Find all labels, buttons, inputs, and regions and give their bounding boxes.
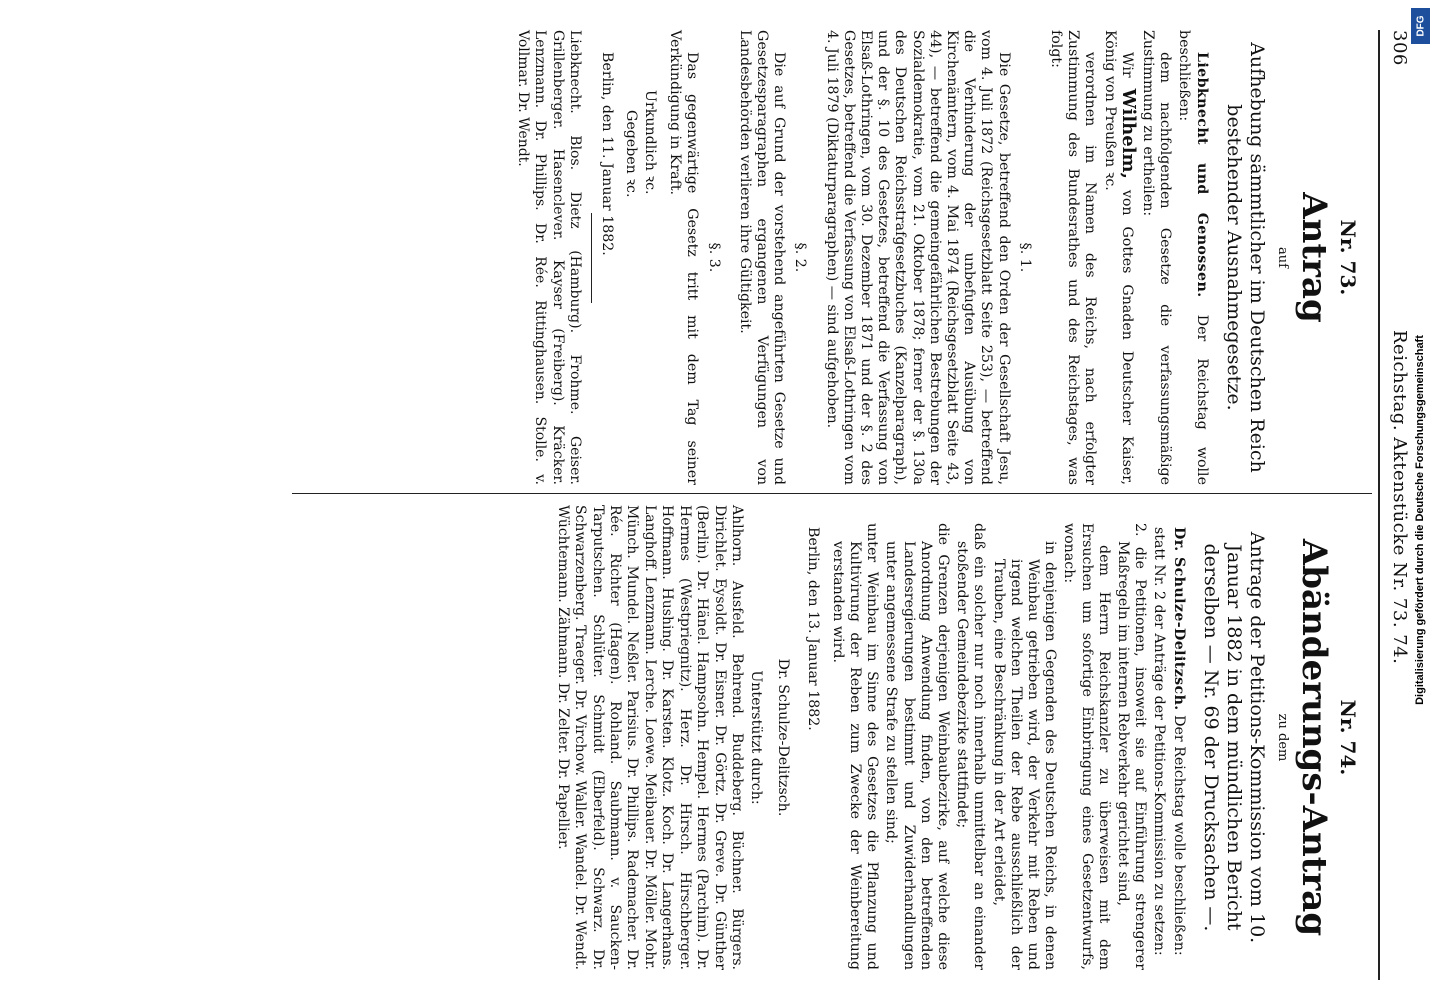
page-number: 306	[1389, 30, 1410, 66]
right-clause-d: unter Weinbau im Sinne des Gesetzes die Pflanzung und Kultivirung der Reben zum Zwecke der Weinbereitung verstanden wird.	[829, 523, 881, 970]
right-signer: Dr. Schulze-Delitzsch.	[775, 658, 792, 817]
right-supporters: Ahlhorn. Ausfeld. Behrend. Buddeberg. Büchner. Bürgers. Dirichlet. Eysoldt. Dr. Eisner. Dr. Görtz. Dr. Greve. Dr. Günther (Berlin). Dr. Hänel. Hampsohn. Hempel. Hermes (Parchim). Dr. Hermes (Westpriegnitz). Herz. Dr. Hirsch. Hirschberger. Hoffmann. Hushing. Dr. Karsten. Klotz. Koch. Dr. Langerhans. Langhoff. Lenzmann. Lerche. Loewe. Meibauer. Dr. Möller. Mohr. Münch. Mundel. Neßler. Parisius. Dr. Phillips. Rademacher. Dr. Rée. Richter (Hagen). Rohland. Saubmann. v. Saucken-Tarputschen. Schlüter. Schmidt (Elberfeld). Schwarz. Dr. Schwarzenberg. Traeger. Dr. Virchow. Waller. Wandel. Dr. Wendt. Wüchtemann. Zähmann. Dr. Zelter. Dr. Papellier.	[554, 505, 745, 970]
left-wir-prefix: Wir	[1118, 52, 1135, 89]
right-clause-b: daß ein solcher nur noch innerhalb unmittelbar an einander stoßender Gemeindebezirke stattfindet;	[954, 523, 988, 970]
left-signers: Liebknecht. Blos. Dietz (Hamburg). Frohme. Geiser. Grillenberger. Hasenclever. Kayser (Freiberg). Kräcker. Lenzmann. Dr. Phillips. Dr. Rée. Rittinghausen. Stolle. v. Vollmar. Dr. Wendt.	[515, 30, 584, 485]
left-p1: dem nachfolgenden Gesetze die verfassungsmäßige Zustimmung zu ertheilen:	[1139, 30, 1174, 485]
right-date: Berlin, den 13. Januar 1882.	[804, 527, 821, 731]
right-number: Nr. 74.	[1336, 699, 1360, 776]
left-heading: Antrag	[1293, 192, 1334, 323]
right-supported-label: Unterstützt durch:	[748, 670, 765, 805]
left-column	[512, 30, 1374, 485]
left-intro-rest: Der Reichstag wolle beschließen:	[1176, 30, 1210, 485]
right-intro	[1169, 505, 1186, 970]
right-column	[551, 505, 1374, 970]
left-urkundlich: Urkundlich ꝛc.	[641, 90, 658, 195]
left-auf: auf	[1274, 247, 1290, 268]
right-zu-dem: zu dem	[1274, 713, 1290, 762]
right-p1: statt Nr. 2 der Anträge der Petitions-Kommission zu setzen:	[1151, 527, 1168, 956]
right-item-2: 2. die Petitionen, insoweit sie auf Einführung strengerer Maßregeln im internen Rebverkehr gerichtet sind,	[1114, 523, 1149, 970]
left-intro-names: Liebknecht und Genossen.	[1193, 52, 1210, 298]
left-number: Nr. 73.	[1336, 219, 1360, 296]
dfg-logo	[1411, 8, 1430, 44]
digitization-credit: Digitalisierung gefördert durch die Deutsche Forschungsgemeinschaft	[1414, 335, 1426, 705]
left-date: Berlin, den 11. Januar 1882.	[599, 52, 616, 256]
left-s1: §. 1.	[1016, 242, 1033, 273]
right-intro-name: Dr. Schulze-Delitzsch.	[1170, 527, 1187, 711]
left-sign-rule	[591, 213, 592, 303]
right-clause-c: die Grenzen derjenigen Weinbaubezirke, auf welche diese Anordnung Anwendung finden, von den betreffenden Landesregierungen bestimmt und Zuwiderhandlungen unter angemessene Strafe zu stellen sind;	[883, 523, 951, 970]
left-p2: verordnen im Namen des Reichs, nach erfolgter Zustimmung des Bundesrathes und des Reichstages, was folgt:	[1047, 30, 1099, 485]
running-header: Reichstag. Aktenstücke Nr. 73. 74.	[1389, 330, 1410, 665]
left-wir-rest: von Gottes Gnaden Deutscher Kaiser, König von Preußen ꝛc.	[1101, 30, 1135, 485]
right-clause-a: in denjenigen Gegenden des Deutschen Reichs, in denen Weinbau getrieben wird, der Verkehr mit Reben und irgend welchen Theilen der Rebe ausschließlich der Trauben, eine Beschränkung in der Art erleidet,	[990, 541, 1059, 970]
left-s2: §. 2.	[792, 242, 809, 273]
left-s3-text: Das gegenwärtige Gesetz tritt mit dem Tag seiner Verkündigung in Kraft.	[667, 30, 701, 485]
left-title: Aufhebung sämmtlicher im Deutschen Reich bestehender Ausnahmegesetze.	[1222, 42, 1268, 473]
right-p2: dem Herrn Reichskanzler zu überweisen mit dem Ersuchen um sofortige Einbringung eines Gesetzentwurfs, wonach:	[1061, 523, 1112, 970]
dfg-logo-text: DFG	[1415, 15, 1426, 37]
left-wir	[1100, 30, 1139, 485]
left-s1-text: Die Gesetze, betreffend den Orden der Gesellschaft Jesu, vom 4. Juli 1872 (Reichsgesetzblatt Seite 253), — betreffend die Verhinderung der unbefugten Ausübung von Kirchenämtern, vom 4. Mai 1874 (Reichsgesetzblatt Seite 43, 44), — betreffend die gemeingefährlichen Bestrebungen der Sozialdemokratie, vom 21. Oktober 1878; ferner der §. 130a des Deutschen Reichsstrafgesetzbuches (Kanzelparagraph), und der §. 10 des Gesetzes, betreffend die Verfassung von Elsaß-Lothringen, vom 30. Dezember 1871 und der §. 2 des Gesetzes, betreffend die Verfassung von Elsaß-Lothringen vom 4. Juli 1879 (Diktaturparagraphen) — sind aufgehoben.	[823, 30, 1012, 485]
right-intro-rest: Der Reichstag wolle beschließen:	[1170, 710, 1187, 956]
left-wilhelm: Wilhelm,	[1117, 88, 1139, 179]
column-divider	[292, 493, 1372, 494]
left-intro	[1175, 30, 1209, 485]
right-heading: Abänderungs-Antrag	[1293, 538, 1334, 937]
left-s3: §. 3.	[705, 242, 722, 273]
left-gegeben: Gegeben ꝛc.	[622, 110, 639, 198]
left-s2-text: Die auf Grund der vorstehend angeführten Gesetze und Gesetzesparagraphen ergangenen Verfügungen von Landesbehörden verlieren ihre Gültigkeit.	[736, 30, 788, 485]
header-rule	[1378, 30, 1380, 980]
right-title: Antrage der Petitions-Kommission vom 10. Januar 1882 in dem mündlichen Bericht derselben — Nr. 69 der Drucksachen —.	[1199, 531, 1268, 944]
